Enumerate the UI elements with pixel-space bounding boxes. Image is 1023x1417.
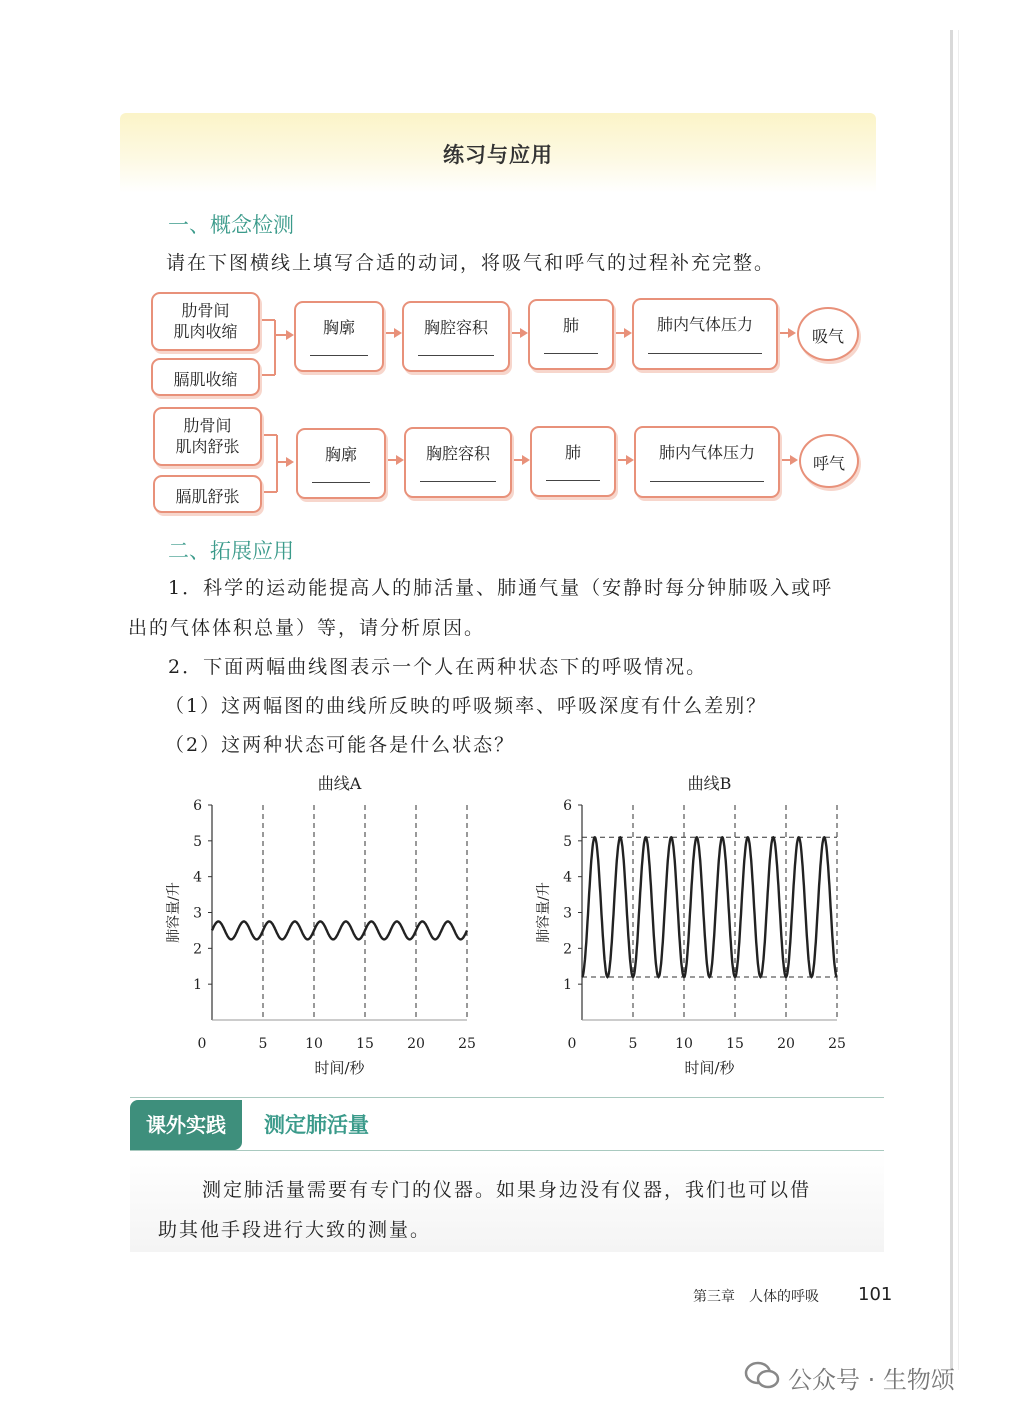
question1-line2: 出的气体体积总量）等，请分析原因。 [128, 617, 486, 639]
y-tick-label: 3 [193, 905, 202, 922]
y-tick-label: 4 [563, 869, 572, 886]
wechat-icon [744, 1360, 780, 1390]
exhale-cause-intercostal: 肋骨间 肌肉舒张 [153, 407, 262, 466]
inhale-cause-diaphragm: 膈肌收缩 [151, 358, 260, 396]
practice-line1: 测定肺活量需要有专门的仪器。如果身边没有仪器，我们也可以借 [202, 1179, 812, 1201]
question1-line1: 1．科学的运动能提高人的肺活量、肺通气量（安静时每分钟肺吸入或呼 [168, 577, 834, 599]
x-tick-label: 10 [305, 1036, 323, 1052]
section1-instruction: 请在下图横线上填写合适的动词，将吸气和呼气的过程补充完整。 [166, 252, 776, 274]
section1-heading: 一、概念检测 [168, 213, 294, 237]
inhale-step-lung: 肺 [528, 299, 614, 370]
x-tick-label: 0 [567, 1036, 577, 1052]
answer-blank[interactable] [310, 355, 368, 356]
y-tick-label: 2 [563, 941, 572, 958]
answer-blank[interactable] [650, 481, 764, 482]
practice-rule-bottom [130, 1150, 884, 1151]
y-tick-label: 5 [563, 833, 572, 850]
answer-blank[interactable] [546, 480, 600, 481]
y-axis-label: 肺容量/升 [166, 882, 182, 943]
x-tick-label: 15 [726, 1036, 744, 1052]
x-tick-label: 10 [675, 1036, 693, 1052]
x-tick-label: 20 [407, 1036, 425, 1052]
question2: 2．下面两幅曲线图表示一个人在两种状态下的呼吸情况。 [168, 656, 708, 678]
x-tick-label: 0 [197, 1036, 207, 1052]
y-tick-label: 2 [193, 941, 202, 958]
answer-blank[interactable] [312, 482, 370, 483]
x-tick-label: 20 [777, 1036, 795, 1052]
x-tick-label: 15 [356, 1036, 374, 1052]
inhale-step-chest-volume: 胸腔容积 [402, 301, 510, 372]
page-number: 101 [858, 1284, 893, 1305]
answer-blank[interactable] [648, 353, 762, 354]
y-tick-label: 6 [193, 798, 202, 814]
y-tick-label: 4 [193, 869, 202, 886]
chart-title: 曲线B [687, 774, 732, 793]
practice-header [130, 1100, 884, 1150]
x-tick-label: 5 [628, 1036, 638, 1052]
banner-title: 练习与应用 [443, 143, 553, 167]
x-tick-label: 25 [458, 1036, 476, 1052]
exhale-cause-diaphragm: 膈肌舒张 [153, 475, 262, 513]
chart-a [150, 765, 495, 1085]
exhale-result: 呼气 [799, 434, 859, 488]
y-axis-label: 肺容量/升 [536, 882, 552, 943]
x-tick-label: 5 [258, 1036, 268, 1052]
chart-b [520, 765, 865, 1085]
y-tick-label: 5 [193, 833, 202, 850]
inhale-step-lung-pressure: 肺内气体压力 [632, 298, 778, 370]
question2-part1: （1）这两幅图的曲线所反映的呼吸频率、呼吸深度有什么差别？ [165, 695, 768, 717]
y-tick-label: 6 [563, 798, 572, 814]
x-axis-label: 时间/秒 [314, 1059, 365, 1077]
practice-title: 测定肺活量 [264, 1113, 369, 1137]
chart-title: 曲线A [317, 774, 362, 793]
y-tick-label: 3 [563, 905, 572, 922]
answer-blank[interactable] [418, 355, 494, 356]
answer-blank[interactable] [544, 353, 598, 354]
inhale-step-thorax: 胸廓 [294, 301, 384, 372]
exhale-step-chest-volume: 胸腔容积 [404, 427, 512, 498]
series-line [212, 922, 467, 940]
practice-tag: 课外实践 [130, 1100, 242, 1150]
question2-part2: （2）这两种状态可能各是什么状态？ [165, 734, 516, 756]
watermark-text: 公众号 · 生物颂 [788, 1366, 955, 1394]
practice-line2: 助其他手段进行大致的测量。 [158, 1219, 432, 1241]
exhale-step-lung-pressure: 肺内气体压力 [634, 426, 780, 498]
x-tick-label: 25 [828, 1036, 846, 1052]
answer-blank[interactable] [420, 481, 496, 482]
exhale-step-thorax: 胸廓 [296, 428, 386, 499]
footer-chapter: 第三章 人体的呼吸 [693, 1289, 819, 1305]
y-tick-label: 1 [193, 977, 202, 994]
practice-rule-top [130, 1097, 884, 1098]
y-tick-label: 1 [563, 977, 572, 994]
series-line [582, 837, 837, 977]
section2-heading: 二、拓展应用 [168, 539, 294, 563]
inhale-cause-intercostal: 肋骨间 肌肉收缩 [151, 292, 260, 351]
exhale-step-lung: 肺 [530, 426, 616, 497]
x-axis-label: 时间/秒 [684, 1059, 735, 1077]
inhale-result: 吸气 [797, 307, 859, 361]
